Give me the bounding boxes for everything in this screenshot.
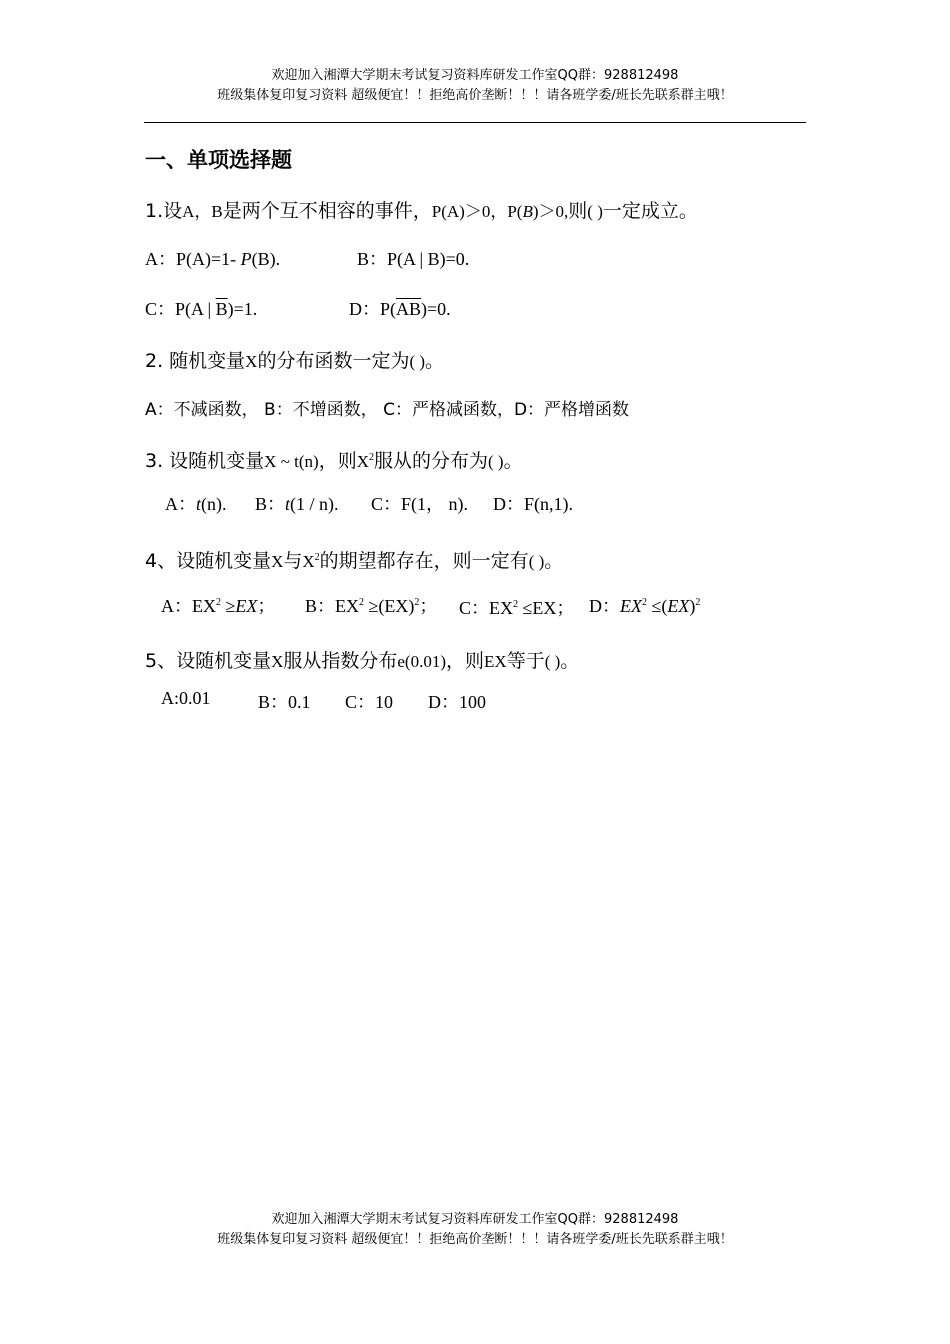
q2-text: 。	[425, 350, 445, 372]
option-math: $\overline{B}$	[215, 299, 228, 319]
header-line-2: 班级集体复印复习资料 超级便宜！！拒绝高价垄断！！！请各班学委/班长先联系群主哦！	[217, 88, 733, 103]
q3-sup: 2	[369, 452, 374, 463]
option-math: )=0.	[421, 299, 451, 319]
q3-math: X ~ t(n)	[264, 452, 319, 471]
question-4	[145, 546, 563, 573]
option-label: A：	[145, 249, 176, 269]
option-math: P(A |	[175, 299, 216, 319]
q1-text: 1.设	[145, 200, 183, 222]
option-math: (1 / n).	[290, 494, 339, 514]
q5-blank: ( )	[544, 652, 561, 671]
option-sup: 2	[695, 597, 701, 608]
option-label: B：	[255, 494, 286, 514]
option-sup: 2	[513, 599, 519, 610]
option-label: B：	[305, 596, 336, 616]
option-math: ；	[419, 596, 438, 616]
q2-text: 的分布函数一定为	[257, 350, 410, 372]
option-math: P(	[380, 299, 397, 319]
option-label: A：	[165, 494, 196, 514]
q5-math-ex: EX	[484, 652, 507, 671]
q3-text: 3. 设随机变量	[145, 450, 265, 472]
q4-sup: 2	[314, 552, 320, 563]
q4-blank: ( )	[528, 552, 545, 571]
section-title: 一、单项选择题	[145, 148, 292, 172]
option-sup: 2	[216, 597, 221, 608]
q5-math-x: X	[271, 652, 284, 671]
option-math: $\overline{AB}$	[396, 299, 422, 319]
page-footer	[0, 1210, 950, 1250]
q1-math-b: B	[522, 202, 533, 221]
q4-option-b	[305, 592, 437, 618]
q3-option-a	[165, 490, 227, 516]
question-5	[145, 646, 579, 673]
option-math: )=1.	[227, 299, 258, 319]
q4-text: 。	[544, 550, 564, 572]
option-label: A：	[161, 596, 192, 616]
q5-option-a: A:0.01	[161, 688, 211, 708]
option-math: t	[285, 494, 291, 514]
option-math: EX	[620, 596, 642, 616]
option-math: EX	[489, 598, 514, 618]
option-label: D：	[349, 299, 380, 319]
q5-text: 。	[560, 650, 580, 672]
option-sup: 2	[359, 597, 365, 608]
q4-math-x: X	[271, 552, 284, 571]
option-math: ；	[556, 598, 575, 618]
q1-option-c	[145, 295, 257, 321]
q4-option-c	[459, 594, 574, 620]
q5-text: 服从指数分布	[283, 650, 398, 672]
q1-option-d	[349, 295, 451, 321]
q5-text: ，则	[446, 650, 485, 672]
q2-math-x: X	[245, 352, 258, 371]
option-label: B：	[357, 249, 388, 269]
question-3	[145, 446, 523, 473]
option-math: P(A)=1-	[176, 249, 241, 269]
q3-math-x: X	[356, 452, 369, 471]
option-math: ；	[257, 596, 276, 616]
option-math: (n).	[201, 494, 227, 514]
option-math: ≤EX	[518, 598, 557, 618]
header-line-1: 欢迎加入湘潭大学期末考试复习资料库研发工作室QQ群：928812498	[271, 68, 679, 83]
q1-text: 是两个互不相容的事件，	[222, 200, 432, 222]
option-math: EX	[192, 596, 216, 616]
footer-line-2: 班级集体复印复习资料 超级便宜！！拒绝高价垄断！！！请各班学委/班长先联系群主哦！	[217, 1232, 733, 1247]
q3-option-b	[255, 490, 339, 516]
q2-text: 2. 随机变量	[145, 350, 246, 372]
question-1	[145, 196, 698, 223]
q5-text: 等于	[506, 650, 545, 672]
q4-text: 4、设随机变量	[145, 550, 272, 572]
q2-options: A：不减函数， B：不增函数， C：严格减函数，D：严格增函数	[145, 400, 630, 420]
option-math: F(1， n).	[401, 494, 469, 514]
q5-text: 5、设随机变量	[145, 650, 272, 672]
option-math: ≤(	[647, 596, 668, 616]
q1-math-pb: )＞0,	[532, 202, 569, 221]
q1-blank: ( )	[587, 202, 603, 221]
question-2	[145, 346, 444, 373]
q1-text: 则	[568, 200, 588, 222]
option-label: D：	[589, 596, 620, 616]
option-sup: 2	[642, 597, 647, 608]
option-math: P	[240, 249, 252, 269]
option-math: (B).	[251, 249, 281, 269]
option-math: EX	[667, 596, 690, 616]
option-math: t	[196, 494, 202, 514]
q5-option-c: C：10	[345, 692, 394, 712]
q3-option-d	[493, 490, 573, 516]
q5-option-d: D：100	[428, 692, 486, 712]
q3-text: 。	[503, 450, 523, 472]
q3-blank: ( )	[488, 452, 504, 471]
q1-option-b	[357, 245, 469, 271]
q3-text: 服从的分布为	[374, 450, 489, 472]
option-sup: 2	[414, 597, 420, 608]
q3-text: ，则	[318, 450, 357, 472]
q5-option-b: B：0.1	[258, 692, 311, 712]
q3-option-c	[371, 490, 468, 516]
option-math: EX	[335, 596, 360, 616]
q4-option-a	[161, 592, 275, 618]
header-rule	[144, 122, 806, 123]
footer-line-1: 欢迎加入湘潭大学期末考试复习资料库研发工作室QQ群：928812498	[271, 1212, 679, 1227]
option-math: EX	[235, 596, 258, 616]
q4-math-x2: X	[302, 552, 315, 571]
page-header	[0, 66, 950, 106]
q1-math-pa: P(A)＞0，P(	[431, 202, 523, 221]
q2-blank: ( )	[409, 352, 426, 371]
option-math: )	[689, 596, 696, 616]
option-math: F(n,1).	[524, 494, 573, 514]
q4-text: 与	[283, 550, 303, 572]
option-label: C：	[459, 598, 490, 618]
q1-math-ab: A，B	[182, 202, 223, 221]
option-label: C：	[371, 494, 402, 514]
q5-math-dist: e(0.01)	[397, 652, 447, 671]
option-math: P(A | B)=0.	[387, 249, 470, 269]
option-label: C：	[145, 299, 176, 319]
q4-text: 的期望都存在，则一定有	[319, 550, 529, 572]
q4-option-d	[589, 592, 700, 618]
q1-text: 一定成立。	[602, 200, 698, 222]
option-math: ≥(EX)	[364, 596, 415, 616]
q1-option-a	[145, 245, 280, 271]
option-label: D：	[493, 494, 524, 514]
option-math: ≥	[221, 596, 236, 616]
